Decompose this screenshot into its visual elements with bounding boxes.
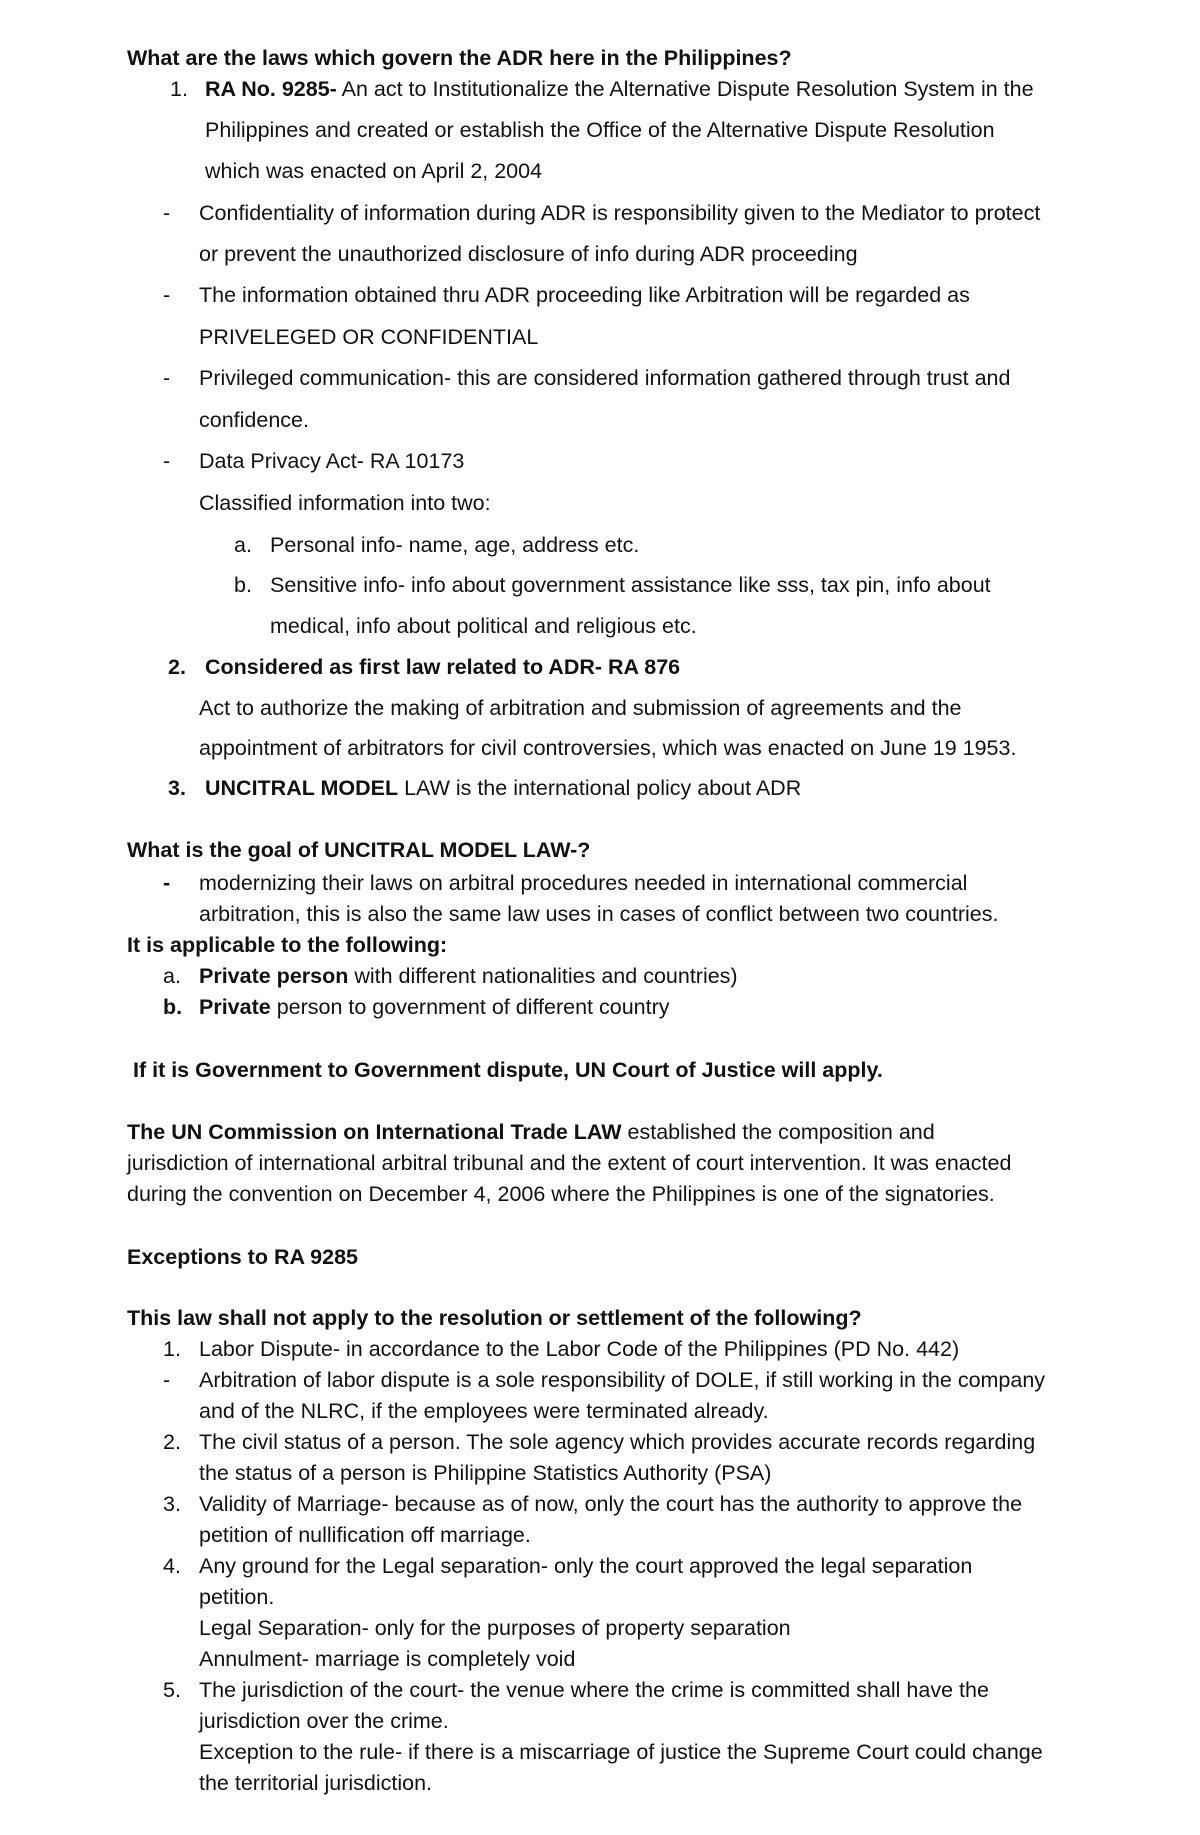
list-dash: -	[163, 366, 171, 390]
un-commission-label: The UN Commission on International Trade LAW	[127, 1120, 622, 1144]
bullet-text-line: PRIVELEGED OR CONFIDENTIAL	[199, 325, 539, 349]
list-number: 4.	[163, 1554, 181, 1578]
goal-text-line: arbitration, this is also the same law uses in cases of conflict between two countries.	[199, 902, 999, 926]
list-letter: b.	[234, 573, 252, 597]
applicable-text: person to government of different country	[270, 995, 670, 1019]
goal-text-line: modernizing their laws on arbitral procedures needed in international commercial	[199, 871, 968, 895]
applicable-label: Private	[199, 995, 271, 1019]
uncitral-text: LAW is the international policy about ADR	[398, 776, 802, 800]
bullet-information: The information obtained thru ADR proceeding like Arbitration will be regarded as	[199, 283, 970, 307]
bullet-text-line: or prevent the unauthorized disclosure of info during ADR proceeding	[199, 242, 858, 266]
applicable-text: with different nationalities and countries)	[348, 964, 738, 988]
list-number: 2.	[168, 655, 186, 679]
exception-text-line: Arbitration of labor dispute is a sole responsibility of DOLE, if still working in the company	[199, 1368, 1046, 1392]
list-number: 2.	[163, 1430, 181, 1454]
item-uncitral	[205, 778, 801, 800]
heading-not-apply: This law shall not apply to the resolution or settlement of the following?	[127, 1306, 862, 1330]
bullet-text-line: confidence.	[199, 408, 309, 432]
ra9285-text: An act to Institutionalize the Alternative Dispute Resolution System in the	[336, 77, 1034, 101]
bullet-data-privacy: Data Privacy Act- RA 10173	[199, 449, 465, 473]
classified-text: Classified information into two:	[199, 491, 491, 515]
exception-marriage: Validity of Marriage- because as of now, only the court has the authority to approve the	[199, 1492, 1023, 1516]
ra876-text-line: Act to authorize the making of arbitration and submission of agreements and the	[199, 696, 962, 720]
exception-text-line: jurisdiction over the crime.	[199, 1709, 449, 1733]
ra9285-label: RA No. 9285-	[205, 77, 337, 101]
ra9285-text-line: Philippines and created or establish the Office of the Alternative Dispute Resolution	[205, 118, 995, 142]
list-letter: a.	[163, 964, 181, 988]
ra876-text-line: appointment of arbitrators for civil controversies, which was enacted on June 19 1953.	[199, 736, 1017, 760]
heading-applicable: It is applicable to the following:	[127, 933, 448, 957]
applicable-item-b	[199, 997, 670, 1019]
heading-goal: What is the goal of UNCITRAL MODEL LAW-?	[127, 838, 591, 862]
exception-text-line: Legal Separation- only for the purposes of property separation	[199, 1616, 791, 1640]
applicable-item-a	[199, 966, 738, 988]
list-letter: a.	[234, 533, 252, 557]
bullet-privileged: Privileged communication- this are considered information gathered through trust and	[199, 366, 1011, 390]
govt-statement: If it is Government to Government dispute, UN Court of Justice will apply.	[133, 1058, 883, 1082]
uncitral-para-line: during the convention on December 4, 2006 where the Philippines is one of the signatories.	[127, 1182, 995, 1206]
exception-text-line: the territorial jurisdiction.	[199, 1771, 433, 1795]
list-dash: -	[163, 201, 171, 225]
exception-jurisdiction: The jurisdiction of the court- the venue where the crime is committed shall have the	[199, 1678, 989, 1702]
exception-civil-status: The civil status of a person. The sole agency which provides accurate records regarding	[199, 1430, 1036, 1454]
exception-text-line: Exception to the rule- if there is a miscarriage of justice the Supreme Court could change	[199, 1740, 1043, 1764]
list-letter: b.	[163, 995, 183, 1019]
list-dash: -	[163, 871, 171, 895]
list-dash: -	[163, 449, 171, 473]
list-number: 1.	[170, 77, 188, 101]
list-item-ra9285	[205, 79, 1034, 101]
exception-text-line: petition of nullification off marriage.	[199, 1523, 531, 1547]
exception-labor-dispute: Labor Dispute- in accordance to the Labor Code of the Philippines (PD No. 442)	[199, 1337, 960, 1361]
sub-text-line: medical, info about political and religious etc.	[270, 614, 697, 638]
bullet-confidentiality: Confidentiality of information during ADR is responsibility given to the Mediator to protect	[199, 201, 1041, 225]
sub-personal-info: Personal info- name, age, address etc.	[270, 533, 640, 557]
uncitral-para-line	[127, 1122, 935, 1144]
list-number: 1.	[163, 1337, 181, 1361]
heading-laws: What are the laws which govern the ADR here in the Philippines?	[127, 46, 792, 70]
list-dash: -	[163, 1368, 171, 1392]
list-number: 3.	[168, 776, 186, 800]
exception-text-line: the status of a person is Philippine Statistics Authority (PSA)	[199, 1461, 772, 1485]
applicable-label: Private person	[199, 964, 349, 988]
sub-sensitive-info: Sensitive info- info about government assistance like sss, tax pin, info about	[270, 573, 991, 597]
exception-text-line: Annulment- marriage is completely void	[199, 1647, 576, 1671]
uncitral-para-line: jurisdiction of international arbitral tribunal and the extent of court intervention. It was enacted	[127, 1151, 1012, 1175]
exception-text-line: petition.	[199, 1585, 275, 1609]
un-commission-text: established the composition and	[621, 1120, 935, 1144]
uncitral-label: UNCITRAL MODEL	[205, 776, 399, 800]
heading-exceptions: Exceptions to RA 9285	[127, 1245, 358, 1269]
item-ra876-heading: Considered as first law related to ADR- RA 876	[205, 655, 681, 679]
list-number: 5.	[163, 1678, 181, 1702]
ra9285-text-line: which was enacted on April 2, 2004	[205, 159, 543, 183]
exception-text-line: and of the NLRC, if the employees were terminated already.	[199, 1399, 769, 1423]
list-dash: -	[163, 283, 171, 307]
list-number: 3.	[163, 1492, 181, 1516]
exception-legal-separation: Any ground for the Legal separation- only the court approved the legal separation	[199, 1554, 973, 1578]
